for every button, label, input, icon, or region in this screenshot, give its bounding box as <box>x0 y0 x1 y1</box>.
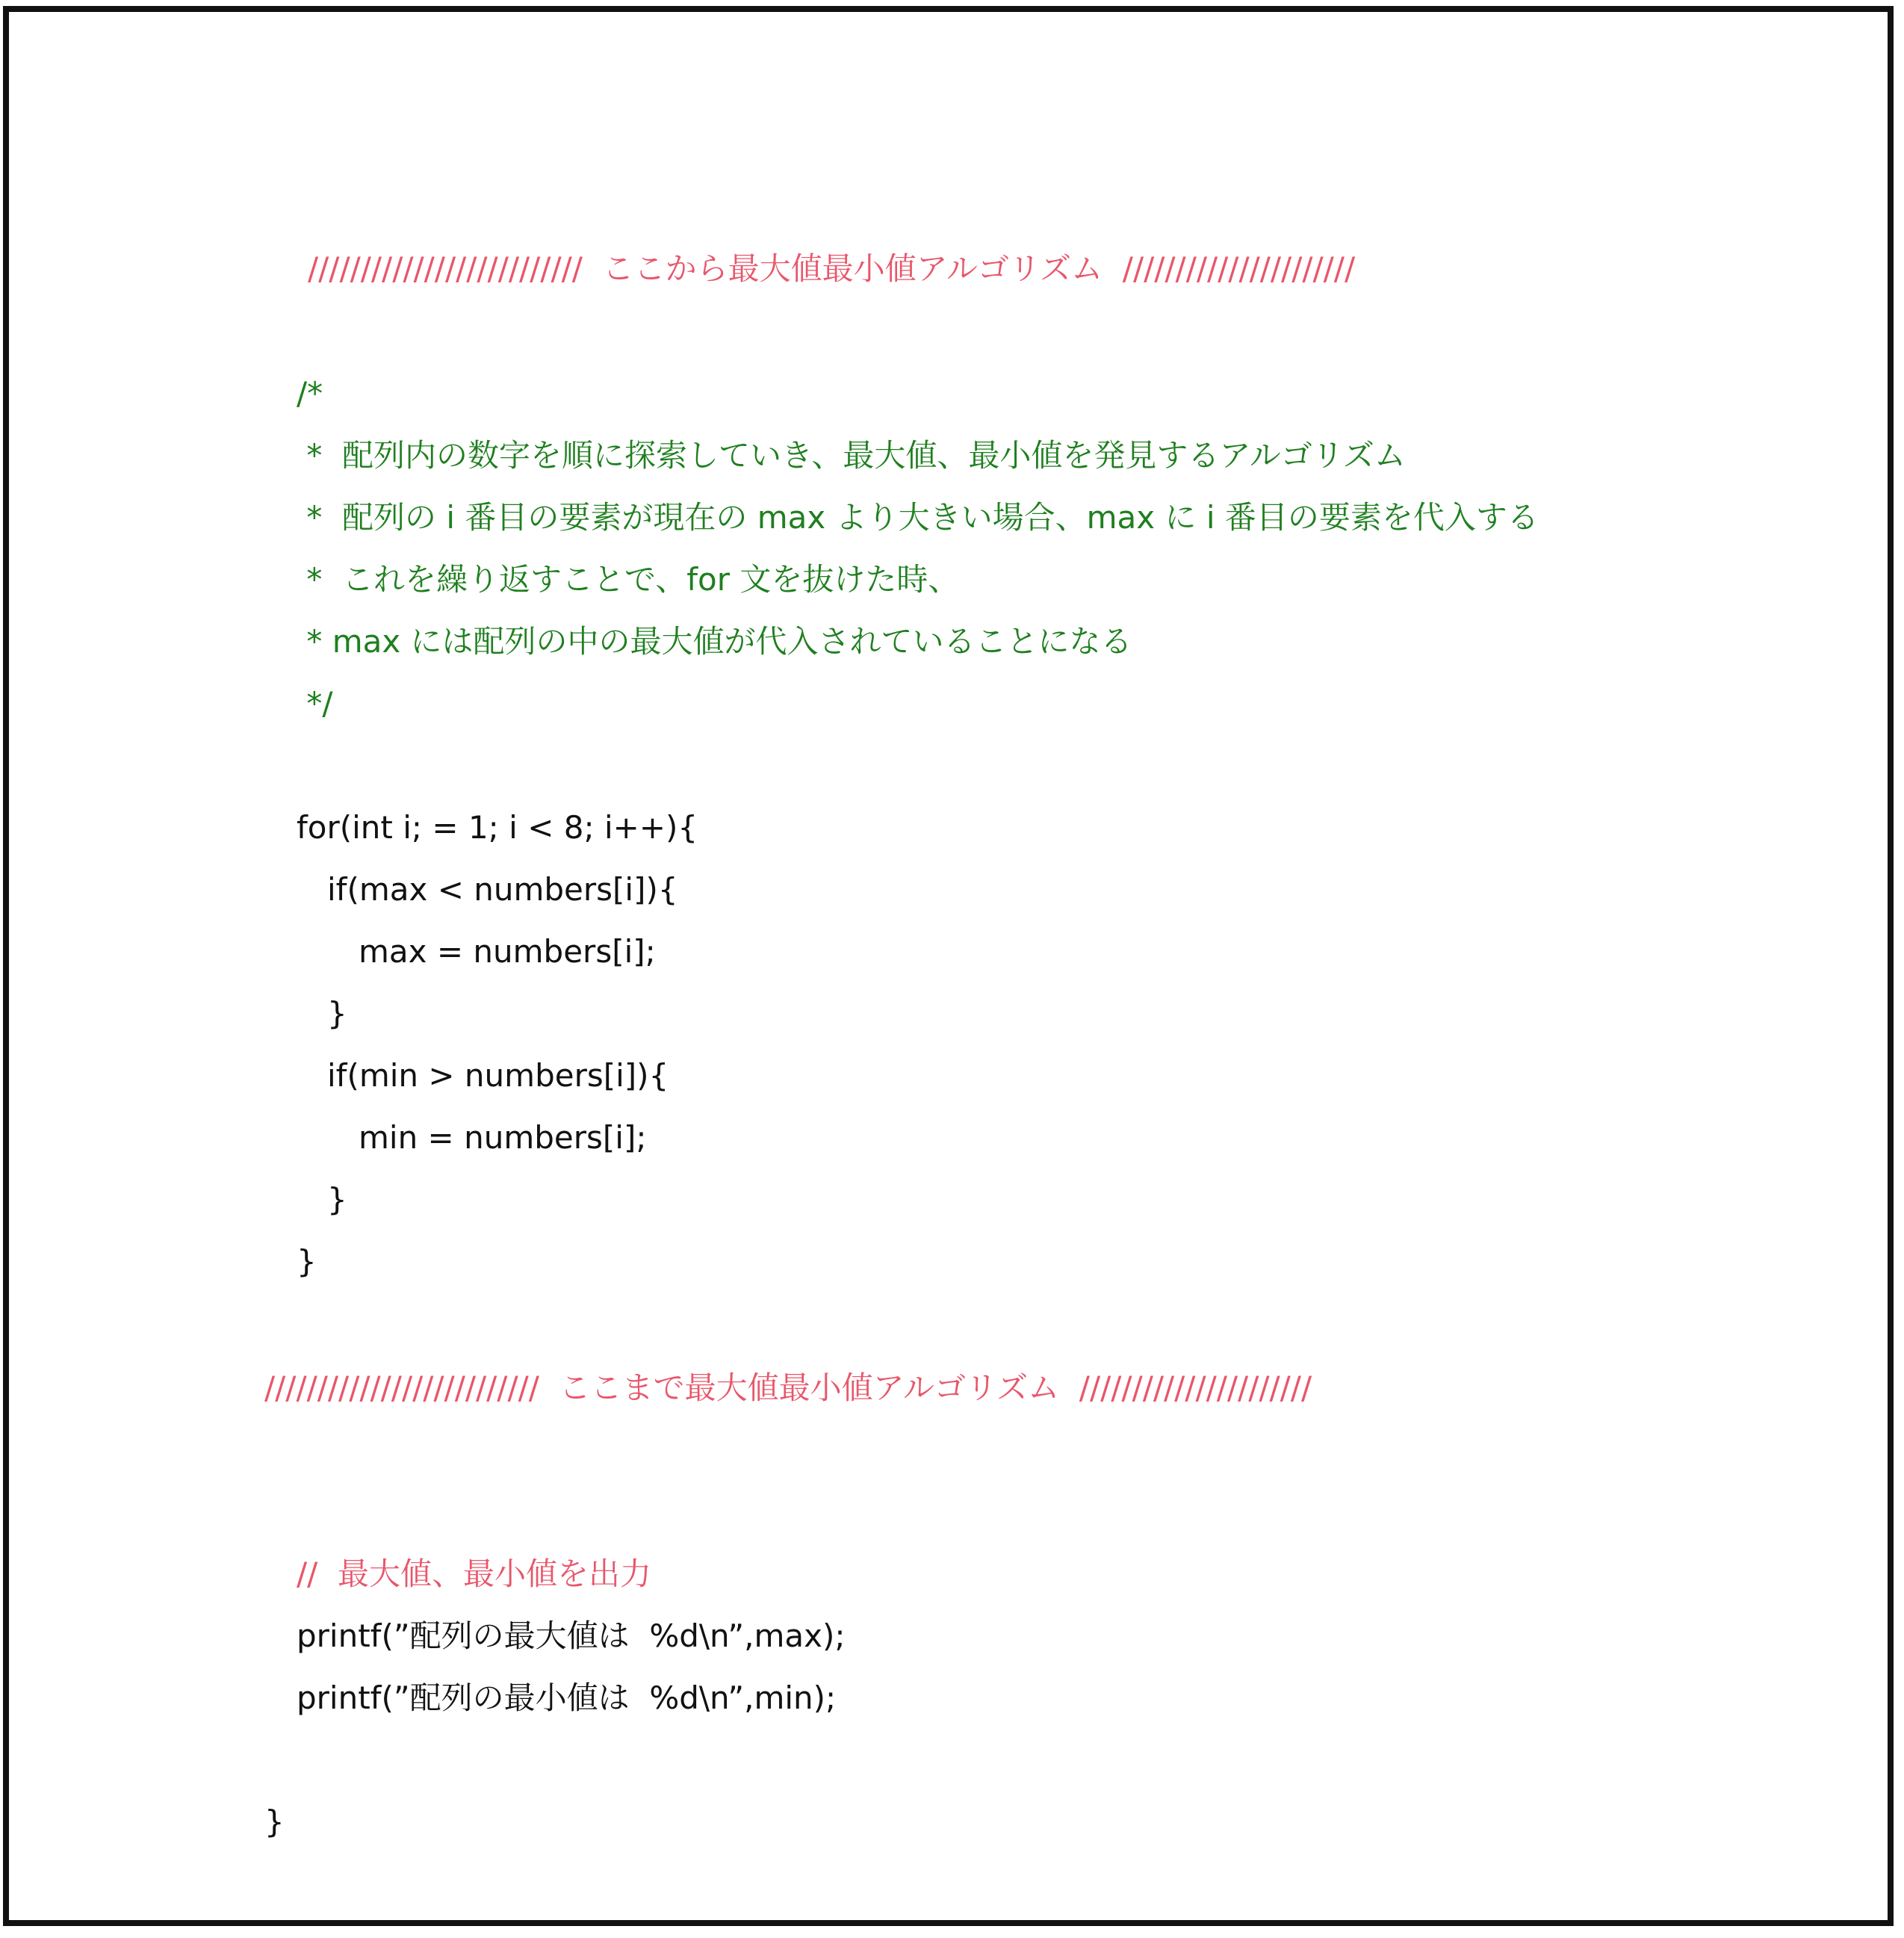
output-comment: // 最大値、最小値を出力 <box>297 1555 652 1592</box>
code-for-loop: for(int i; = 1; i < 8; i++){ <box>297 809 698 846</box>
printf-max-line: printf(”配列の最大値は %d\n”,max); <box>297 1617 846 1654</box>
comment-open: /* <box>297 375 323 412</box>
code-assign-min: min = numbers[i]; <box>359 1119 647 1156</box>
banner-end-comment: ////////////////////////// ここまで最大値最小値アルゴリズム ////////////////////// <box>264 1369 1312 1406</box>
code-close-for: } <box>297 1243 317 1280</box>
comment-line-1: * 配列内の数字を順に探索していき、最大値、最小値を発見するアルゴリズム <box>297 437 1406 474</box>
comment-line-4: * max には配列の中の最大値が代入されていることになる <box>297 623 1132 660</box>
closing-brace: } <box>264 1804 285 1840</box>
code-if-max: if(max < numbers[i]){ <box>327 871 678 908</box>
code-close-if-min: } <box>327 1181 347 1218</box>
comment-close: */ <box>297 685 333 722</box>
code-if-min: if(min > numbers[i]){ <box>327 1057 669 1094</box>
comment-line-2: * 配列の i 番目の要素が現在の max より大きい場合、max に i 番目の要素を代入する <box>297 499 1539 536</box>
printf-min-line: printf(”配列の最小値は %d\n”,min); <box>297 1680 837 1716</box>
document-frame <box>3 6 1894 1926</box>
code-close-if-max: } <box>327 995 347 1032</box>
code-assign-max: max = numbers[i]; <box>359 933 656 970</box>
banner-start-comment: ////////////////////////// ここから最大値最小値アルゴリズム ////////////////////// <box>308 250 1356 287</box>
comment-line-3: * これを繰り返すことで、for 文を抜けた時、 <box>297 561 960 598</box>
